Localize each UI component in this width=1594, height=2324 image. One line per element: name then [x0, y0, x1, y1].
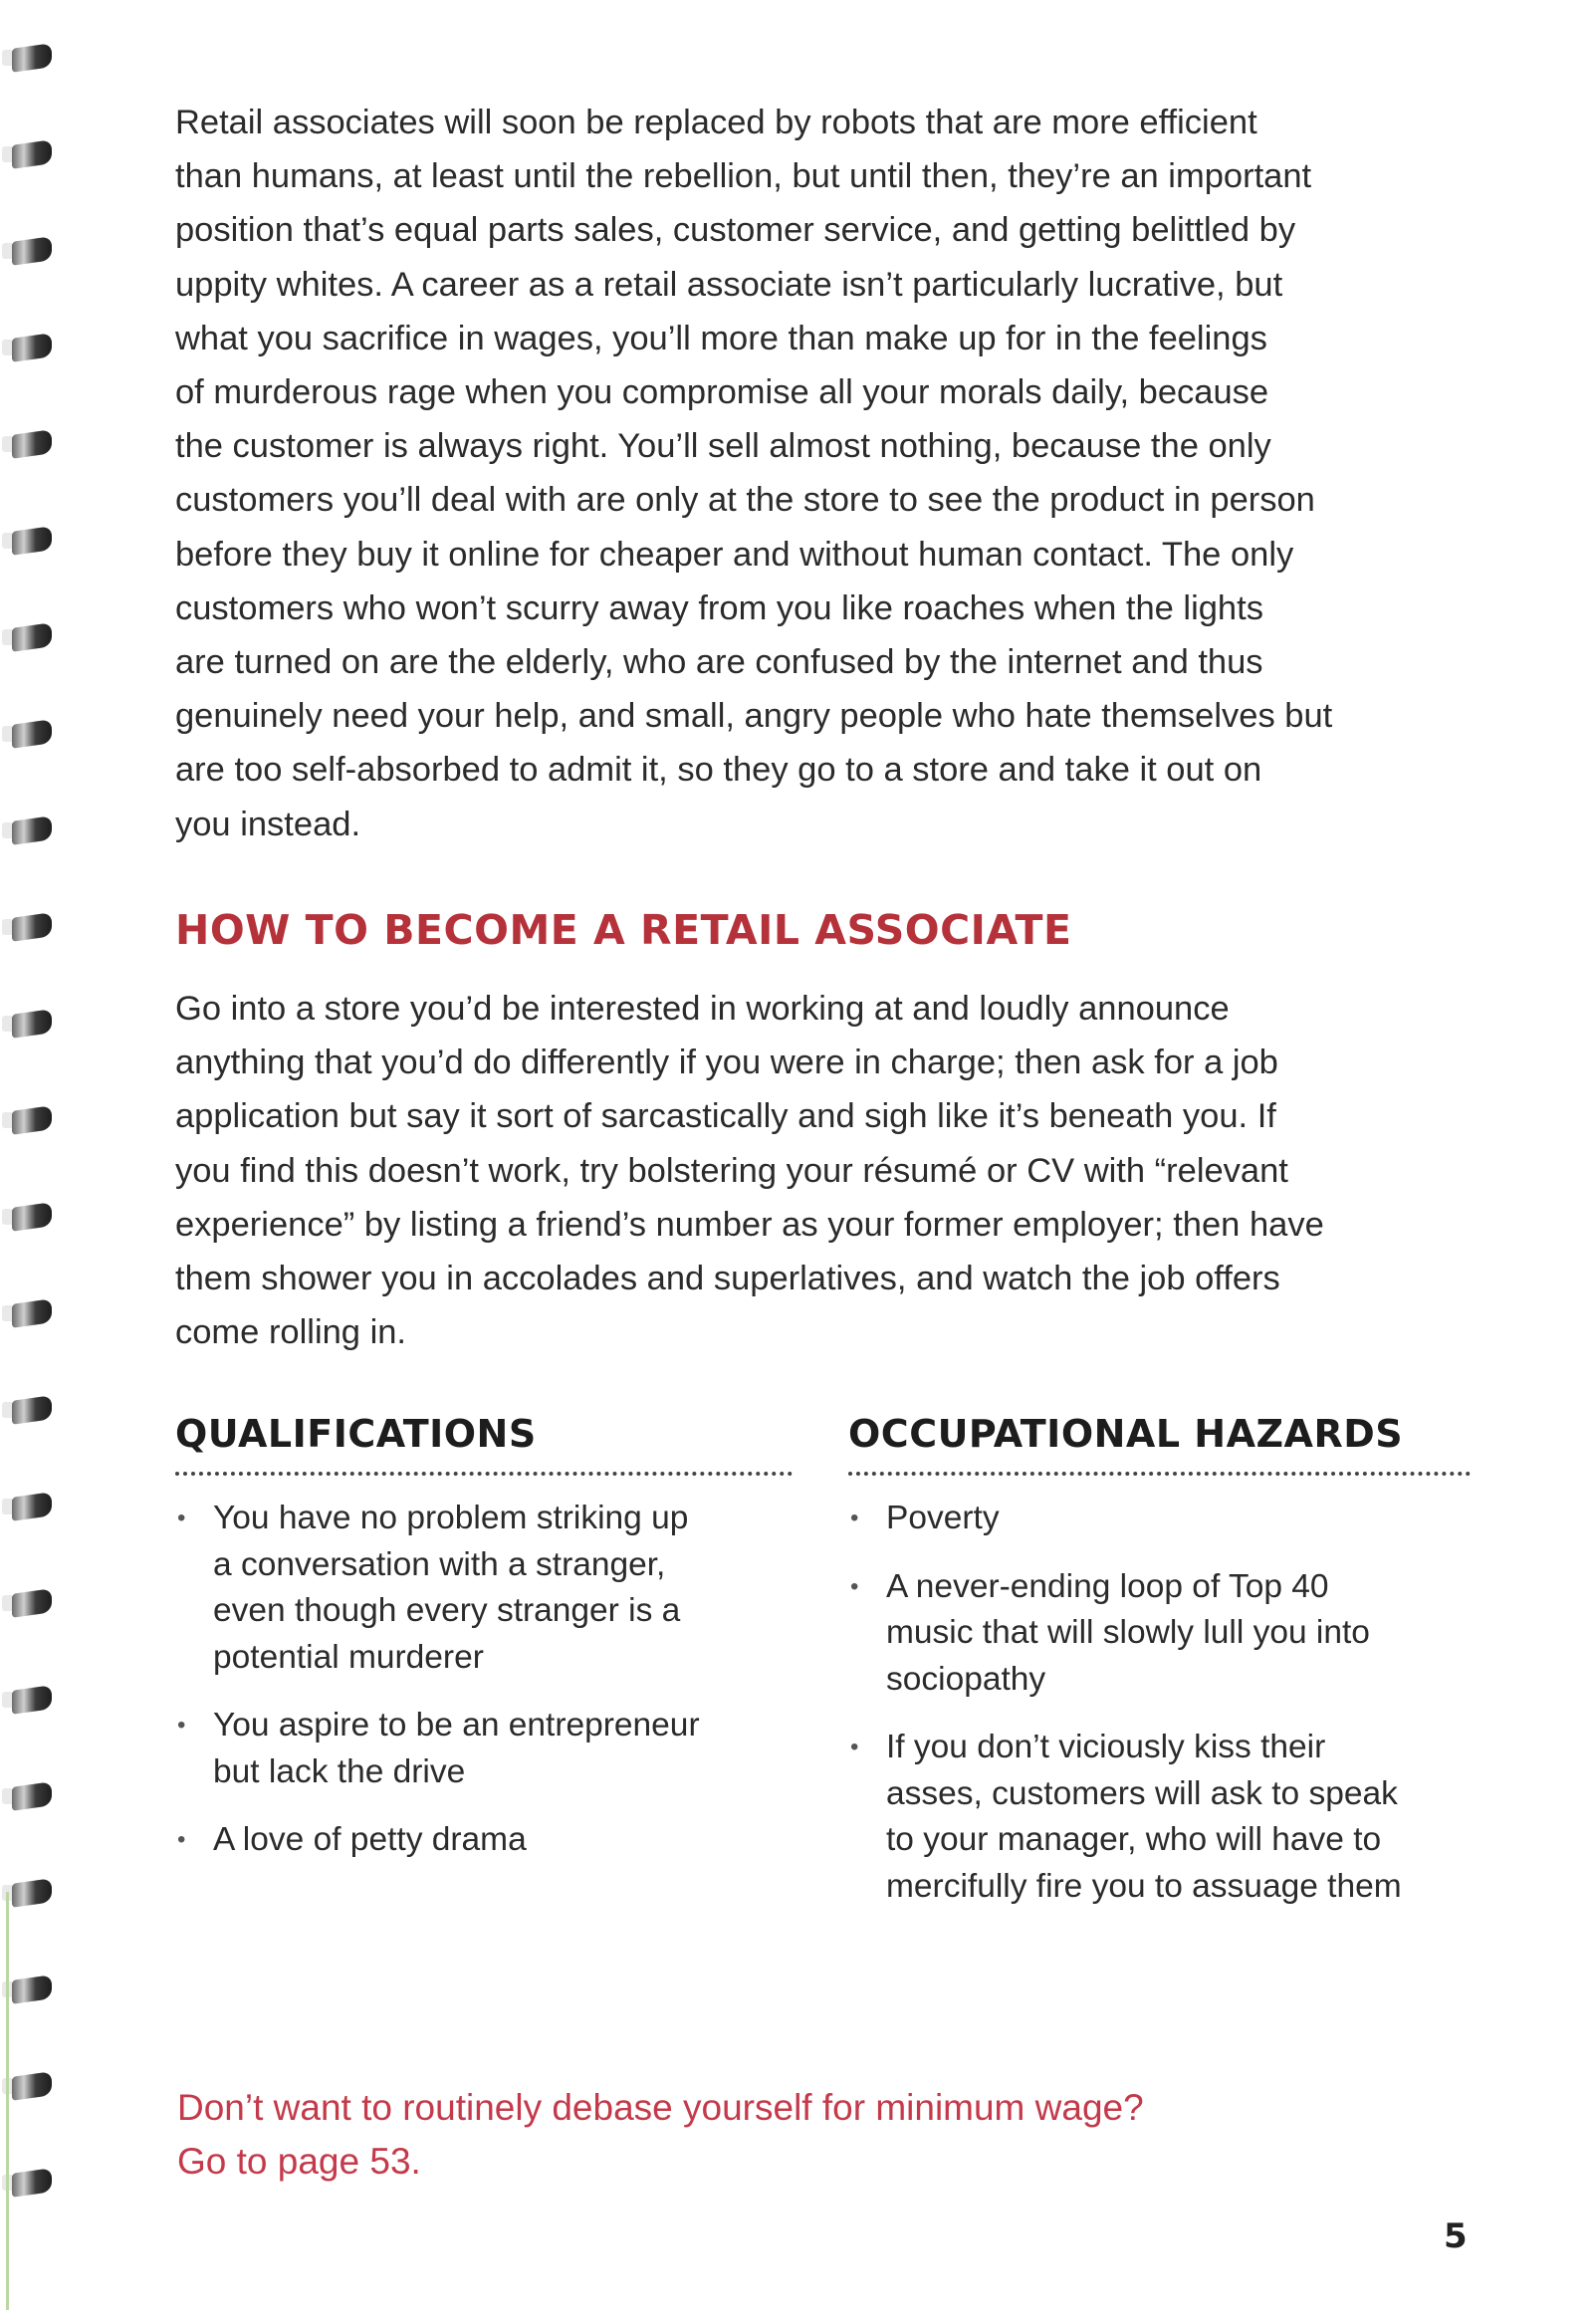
intro-line: position that’s equal parts sales, customer service, and getting belittled by	[175, 211, 1296, 250]
intro-line: of murderous rage when you compromise all your morals daily, because	[175, 373, 1269, 412]
binding-ring-icon	[2, 523, 56, 561]
binding-ring-icon	[2, 426, 56, 464]
binding-wire	[12, 1781, 52, 1811]
section-line: anything that you’d do differently if you were in charge; then ask for a job	[175, 1044, 1278, 1082]
item-line: to your manager, who will have to	[886, 1821, 1382, 1858]
binding-ring-icon	[2, 1102, 56, 1140]
bullet-dot-icon: •	[850, 1505, 859, 1531]
binding-ring-icon	[2, 40, 56, 78]
binding-ring-icon	[2, 716, 56, 754]
binding-wire	[12, 236, 52, 266]
qualifications-column	[175, 1412, 793, 1886]
callout-line: Don’t want to routinely debase yourself for minimum wage?	[177, 2087, 1144, 2128]
intro-line: uppity whites. A career as a retail associate isn’t particularly lucrative, but	[175, 265, 1283, 304]
intro-line: the customer is always right. You’ll sell almost nothing, because the only	[175, 427, 1271, 466]
item-line: sociopathy	[886, 1660, 1046, 1698]
item-line: potential murderer	[213, 1638, 484, 1676]
intro-line: than humans, at least until the rebellion, but until then, they’re an important	[175, 157, 1312, 196]
binding-wire	[12, 622, 52, 652]
page-edge-line	[6, 1892, 9, 2310]
binding-wire	[12, 1202, 52, 1232]
list-item	[175, 1703, 793, 1795]
item-line: mercifully fire you to assuage them	[886, 1867, 1402, 1905]
binding-ring-icon	[2, 1682, 56, 1720]
intro-line: customers who won’t scurry away from you like roaches when the lights	[175, 588, 1263, 627]
intro-line: are turned on are the elderly, who are confused by the internet and thus	[175, 643, 1263, 682]
item-line: Poverty	[886, 1500, 1000, 1536]
binding-wire	[12, 1298, 52, 1328]
section-line: you find this doesn’t work, try bolstering your résumé or CV with “relevant	[175, 1151, 1288, 1190]
page-number: 5	[1444, 2216, 1468, 2256]
binding-ring-icon	[2, 1778, 56, 1816]
list-item	[175, 1496, 793, 1681]
section-line: them shower you in accolades and superlatives, and watch the job offers	[175, 1260, 1280, 1298]
item-line: You have no problem striking up	[213, 1500, 689, 1536]
item-line: a conversation with a stranger,	[213, 1545, 666, 1583]
intro-line: you instead.	[175, 805, 361, 843]
binding-ring-icon	[2, 909, 56, 947]
intro-line: Retail associates will soon be replaced by robots that are more efficient	[175, 104, 1257, 141]
binding-wire	[12, 1105, 52, 1135]
binding-ring-icon	[2, 1875, 56, 1913]
binding-wire	[12, 1009, 52, 1039]
binding-wire	[12, 526, 52, 556]
binding-ring-icon	[2, 1199, 56, 1237]
section-line: come rolling in.	[175, 1313, 407, 1352]
binding-wire	[12, 815, 52, 845]
bullet-dot-icon: •	[177, 1712, 186, 1739]
list-item	[175, 1817, 793, 1864]
binding-ring-icon	[2, 330, 56, 367]
binding-wire	[12, 43, 52, 73]
binding-wire	[12, 333, 52, 362]
intro-line: what you sacrifice in wages, you’ll more than make up for in the feelings	[175, 319, 1267, 357]
list-item	[848, 1725, 1471, 1910]
intro-line: customers you’ll deal with are only at the store to see the product in person	[175, 481, 1315, 520]
binding-ring-icon	[2, 1392, 56, 1430]
binding-wire	[12, 1492, 52, 1521]
intro-paragraph	[175, 96, 1470, 851]
section-line: experience” by listing a friend’s number as your former employer; then have	[175, 1205, 1324, 1244]
item-line: but lack the drive	[213, 1752, 466, 1790]
binding-ring-icon	[2, 2165, 56, 2203]
binding-ring-icon	[2, 136, 56, 174]
spiral-binding-icon	[0, 40, 64, 2320]
binding-wire	[12, 1685, 52, 1715]
hazards-heading: OCCUPATIONAL HAZARDS	[848, 1412, 1471, 1476]
item-line: You aspire to be an entrepreneur	[213, 1707, 700, 1743]
item-line: asses, customers will ask to speak	[886, 1774, 1398, 1812]
item-line: A love of petty drama	[213, 1821, 527, 1858]
binding-ring-icon	[2, 1585, 56, 1623]
intro-line: are too self-absorbed to admit it, so they go to a store and take it out on	[175, 751, 1262, 790]
binding-wire	[12, 139, 52, 169]
item-line: If you don’t viciously kiss their	[886, 1729, 1326, 1765]
binding-ring-icon	[2, 233, 56, 271]
callout-page-link[interactable]: Go to page 53.	[177, 2141, 421, 2182]
binding-ring-icon	[2, 1489, 56, 1526]
binding-ring-icon	[2, 2068, 56, 2106]
binding-wire	[12, 2168, 52, 2198]
binding-wire	[12, 1395, 52, 1425]
item-line: A never-ending loop of Top 40	[886, 1567, 1329, 1605]
binding-ring-icon	[2, 1972, 56, 2009]
binding-wire	[12, 1588, 52, 1618]
hazards-column	[848, 1412, 1471, 1932]
binding-wire	[12, 1878, 52, 1908]
item-line: even though every stranger is a	[213, 1592, 681, 1629]
binding-wire	[12, 1975, 52, 2004]
page-jump-callout	[177, 2081, 1472, 2189]
bullet-dot-icon: •	[850, 1572, 859, 1600]
section-line: application but say it sort of sarcastically and sigh like it’s beneath you. If	[175, 1097, 1276, 1136]
binding-wire	[12, 719, 52, 749]
intro-line: before they buy it online for cheaper and without human contact. The only	[175, 535, 1294, 574]
intro-line: genuinely need your help, and small, angry people who hate themselves but	[175, 697, 1333, 736]
section-line: Go into a store you’d be interested in working at and loudly announce	[175, 990, 1230, 1028]
binding-wire	[12, 2071, 52, 2101]
bullet-dot-icon: •	[850, 1734, 859, 1760]
how-to-become-paragraph	[175, 982, 1470, 1359]
item-line: music that will slowly lull you into	[886, 1614, 1370, 1651]
binding-ring-icon	[2, 813, 56, 850]
binding-ring-icon	[2, 1006, 56, 1044]
bullet-dot-icon: •	[177, 1826, 186, 1853]
qualifications-heading: QUALIFICATIONS	[175, 1412, 793, 1476]
section-heading: HOW TO BECOME A RETAIL ASSOCIATE	[175, 906, 1072, 954]
binding-ring-icon	[2, 619, 56, 657]
bullet-dot-icon: •	[177, 1505, 186, 1531]
intro-text	[175, 96, 1470, 851]
binding-wire	[12, 429, 52, 459]
qualifications-list	[175, 1496, 793, 1864]
binding-ring-icon	[2, 1295, 56, 1333]
list-item	[848, 1564, 1471, 1704]
binding-wire	[12, 912, 52, 942]
hazards-list	[848, 1496, 1471, 1910]
list-item	[848, 1496, 1471, 1542]
